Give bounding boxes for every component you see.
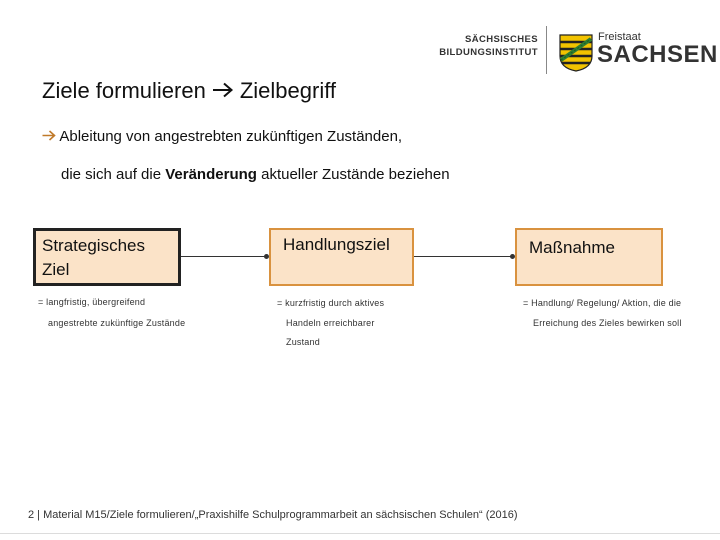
def-action-line1: = kurzfristig durch aktives — [277, 298, 385, 308]
box-strategic-goal — [33, 228, 181, 286]
bullet-line-2 — [61, 166, 450, 183]
footer-text: 2 | Material M15/Ziele formulieren/„Praxishilfe Schulprogrammarbeit an sächsischen Schulen“ (2016) — [28, 509, 518, 521]
box-label-line2: Ziel — [42, 260, 70, 279]
bullet-line2-bold: Veränderung — [165, 166, 257, 183]
slide-title — [42, 78, 336, 104]
state-name-big: SACHSEN — [597, 41, 718, 68]
def-measure-line2: Erreichung des Zieles bewirken soll — [533, 318, 682, 328]
state-name-small: Freistaat — [598, 31, 641, 43]
title-part2: Zielbegriff — [239, 78, 337, 103]
box-strategic-goal-label — [42, 234, 145, 282]
box-action-goal — [269, 228, 414, 286]
logo-divider — [546, 26, 547, 74]
bullet-line2-start: die sich auf die — [61, 166, 166, 183]
bullet-line2-end: aktueller Zustände beziehen — [256, 166, 450, 183]
def-strategic-line2: angestrebte zukünftige Zustände — [48, 318, 186, 328]
connector-1 — [181, 256, 265, 257]
bullet-text: Ableitung von angestrebten zukünftigen Zuständen, — [59, 128, 403, 145]
institute-name-line2: BILDUNGSINSTITUT — [439, 47, 538, 58]
title-part1: Ziele formulieren — [42, 78, 206, 103]
def-action-line2: Handeln erreichbarer — [286, 318, 375, 328]
arrow-right-icon — [42, 128, 56, 145]
footer-divider — [0, 533, 720, 534]
def-action-line3: Zustand — [286, 337, 320, 347]
def-strategic-line1: = langfristig, übergreifend — [38, 297, 146, 307]
def-measure-line1: = Handlung/ Regelung/ Aktion, die die — [523, 298, 682, 308]
bullet-line-1 — [42, 128, 402, 145]
institute-name-line1: SÄCHSISCHES — [464, 34, 538, 45]
institute-logo-text — [436, 33, 538, 59]
saxony-coat-of-arms-icon — [559, 34, 593, 72]
box-label-line1: Strategisches — [42, 236, 145, 255]
connector-2 — [414, 256, 512, 257]
box-measure — [515, 228, 663, 286]
box-action-goal-label: Handlungsziel — [283, 235, 390, 254]
connector-1-dot — [264, 254, 269, 259]
box-measure-label: Maßnahme — [529, 238, 615, 257]
arrow-right-icon — [212, 78, 234, 104]
connector-2-dot — [510, 254, 515, 259]
